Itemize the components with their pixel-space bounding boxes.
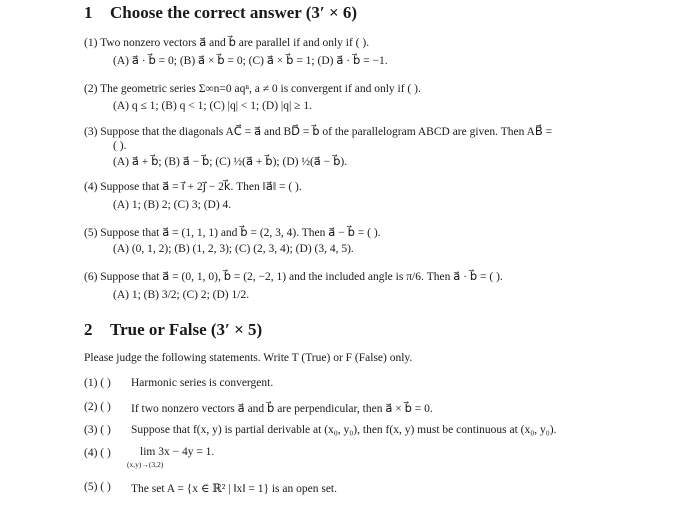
tf-4-text: lim 3x − 4y = 1.	[140, 446, 215, 458]
tf-5-text: The set A = {x ∈ ℝ² | ‖x‖ = 1} is an open set.	[131, 483, 338, 495]
section-1-title: Choose the correct answer (3′ × 6)	[110, 3, 358, 22]
tf-5-number: (5) ( )	[84, 481, 111, 493]
section-2-number: 2	[84, 320, 93, 339]
tf-3-text: Suppose that f(x, y) is partial derivable at (x₀, y₀), then f(x, y) must be continuous at (x₀, y₀).	[131, 424, 557, 436]
section-1-heading	[84, 3, 357, 23]
tf-4-number: (4) ( )	[84, 447, 111, 459]
tf-4-limit-subscript: (x,y)→(3,2)	[127, 460, 164, 469]
tf-2-number: (2) ( )	[84, 401, 111, 413]
section-2-title: True or False (3′ × 5)	[110, 320, 263, 339]
question-3-stem: (3) Suppose that the diagonals AC⃗ = a⃗ and BD⃗ = b⃗ of the parallelogram ABCD are given. Then AB⃗ =	[84, 126, 553, 138]
tf-2-text: If two nonzero vectors a⃗ and b⃗ are perpendicular, then a⃗ × b⃗ = 0.	[131, 403, 433, 415]
question-6-stem: (6) Suppose that a⃗ = (0, 1, 0), b⃗ = (2, −2, 1) and the included angle is π/6. Then a⃗ · b⃗ = ( ).	[84, 271, 503, 283]
question-1-options: (A) a⃗ · b⃗ = 0; (B) a⃗ × b⃗ = 0; (C) a⃗ × b⃗ = 1; (D) a⃗ · b⃗ = −1.	[113, 55, 388, 67]
question-3-stem-continued: ( ).	[113, 140, 127, 152]
question-5-options: (A) (0, 1, 2); (B) (1, 2, 3); (C) (2, 3, 4); (D) (3, 4, 5).	[113, 243, 354, 255]
question-1-stem: (1) Two nonzero vectors a⃗ and b⃗ are parallel if and only if ( ).	[84, 37, 370, 49]
question-2-stem: (2) The geometric series Σ∞n=0 aqⁿ, a ≠ 0 is convergent if and only if ( ).	[84, 83, 421, 95]
section-1-number: 1	[84, 3, 93, 22]
question-6-options: (A) 1; (B) 3/2; (C) 2; (D) 1/2.	[113, 289, 250, 301]
tf-1-number: (1) ( )	[84, 377, 111, 389]
tf-1-text: Harmonic series is convergent.	[131, 377, 274, 389]
question-4-options: (A) 1; (B) 2; (C) 3; (D) 4.	[113, 199, 232, 211]
section-2-instruction: Please judge the following statements. Write T (True) or F (False) only.	[84, 352, 413, 364]
question-2-options: (A) q ≤ 1; (B) q < 1; (C) |q| < 1; (D) |q| ≥ 1.	[113, 100, 312, 112]
question-4-stem: (4) Suppose that a⃗ = i⃗ + 2j⃗ − 2k⃗. Then ‖a⃗‖ = ( ).	[84, 181, 302, 193]
section-2-heading	[84, 320, 262, 340]
tf-3-number: (3) ( )	[84, 424, 111, 436]
question-3-options: (A) a⃗ + b⃗; (B) a⃗ − b⃗; (C) ½(a⃗ + b⃗); (D) ½(a⃗ − b⃗).	[113, 156, 348, 168]
question-5-stem: (5) Suppose that a⃗ = (1, 1, 1) and b⃗ = (2, 3, 4). Then a⃗ − b⃗ = ( ).	[84, 227, 381, 239]
